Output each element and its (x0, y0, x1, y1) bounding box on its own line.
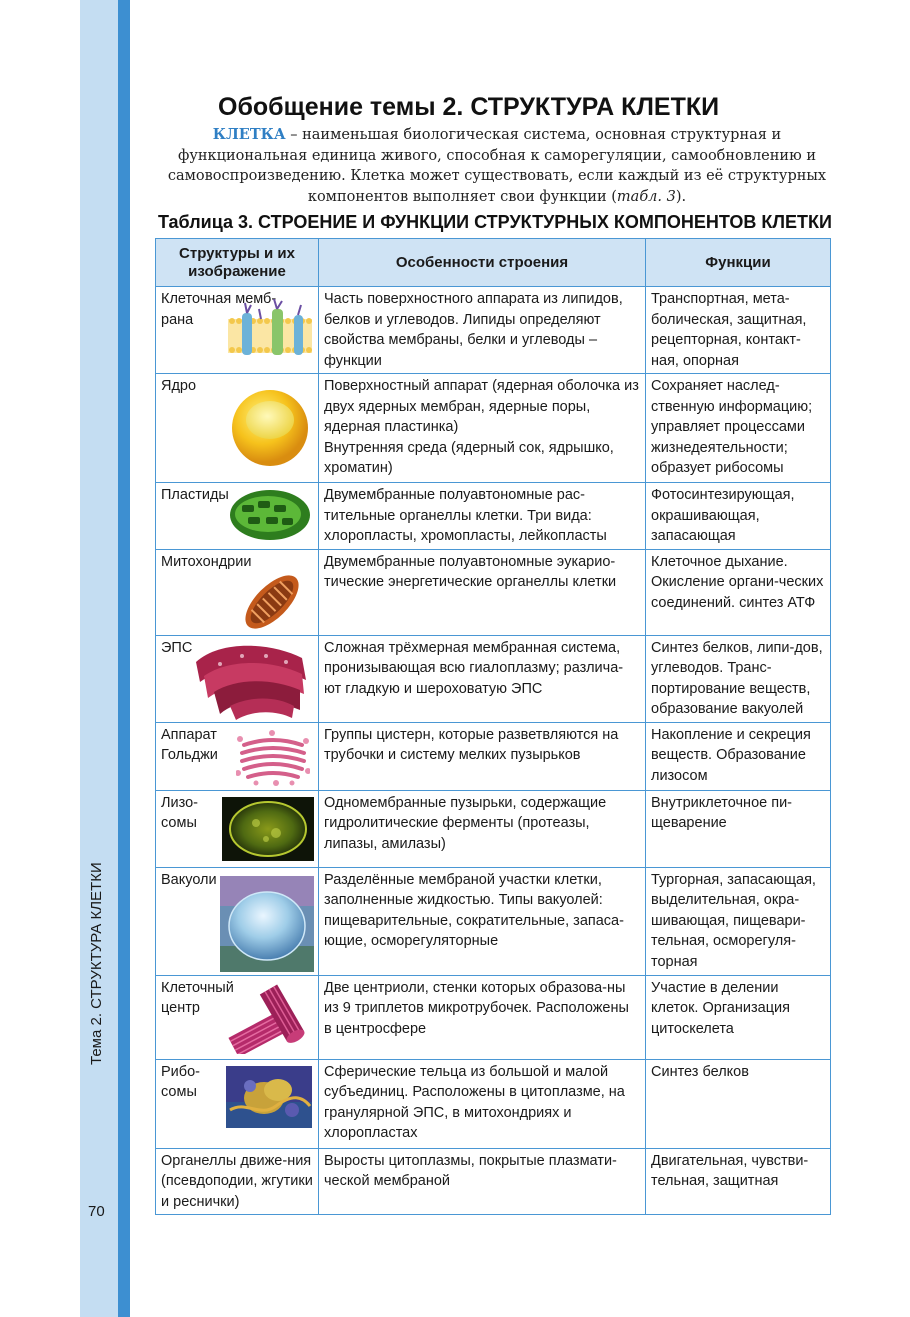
structure-name: ЭПС (161, 639, 193, 656)
intro-text-end: ). (675, 188, 687, 205)
chapter-side-label: Тема 2. СТРУКТУРА КЛЕТКИ (88, 862, 105, 1065)
functions-cell: Синтез белков, липи-дов, углеводов. Транс-портирование веществ, образование вакуолей (646, 635, 831, 722)
cell-structure-table (155, 238, 831, 1215)
table-row (156, 1148, 831, 1215)
functions-cell: Клеточное дыхание. Окисление органи-ческих соединений. синтез АТФ (646, 549, 831, 635)
structure-name: Рибо- сомы (161, 1063, 200, 1100)
structure-features-cell: Группы цистерн, которые разветвляются на трубочки и систему мелких пузырьков (319, 722, 646, 790)
table-row (156, 549, 831, 635)
structure-features-cell: Разделённые мембраной участки клетки, заполненные жидкостью. Типы вакуолей: пищеварительные, сократительные, запаса-ющие, осморегуляторные (319, 867, 646, 975)
lysosome-icon (222, 797, 314, 861)
table-row (156, 1059, 831, 1148)
structure-cell (156, 635, 319, 722)
table-row (156, 287, 831, 374)
er-icon (190, 640, 312, 720)
membrane-icon (228, 299, 312, 355)
ribosome-icon (226, 1066, 312, 1128)
centriole-icon (218, 984, 314, 1054)
header-functions: Функции (646, 239, 831, 287)
structure-features-cell: Двумембранные полуавтономные эукарио-тические энергетические органеллы клетки (319, 549, 646, 635)
structure-cell (156, 287, 319, 374)
structure-cell (156, 722, 319, 790)
structure-name: Пластиды (161, 487, 229, 503)
structure-features-cell: Сложная трёхмерная мембранная система, пронизывающая всю гиалоплазму; различа-ют гладкую и шероховатую ЭПС (319, 635, 646, 722)
structure-name: Лизо- сомы (161, 794, 198, 831)
structure-name: Аппарат Гольджи (161, 726, 218, 763)
structure-cell (156, 1148, 319, 1215)
table-row (156, 483, 831, 550)
structure-cell (156, 374, 319, 483)
structure-name: Органеллы движе-ния (псевдоподии, жгутики и реснички) (161, 1152, 313, 1210)
mitochondrion-icon (236, 574, 308, 630)
structure-name: Митохондрии (161, 553, 252, 570)
page-number: 70 (88, 1203, 105, 1220)
table-header-row (156, 239, 831, 287)
functions-cell: Участие в делении клеток. Организация цитоскелета (646, 975, 831, 1059)
structure-name: Клеточный центр (161, 979, 234, 1016)
structure-cell (156, 975, 319, 1059)
table-row (156, 867, 831, 975)
structure-name: Вакуоли (161, 871, 217, 888)
vacuole-icon (220, 876, 314, 972)
table-title: Таблица 3. СТРОЕНИЕ И ФУНКЦИИ СТРУКТУРНЫХ КОМПОНЕНТОВ КЛЕТКИ (158, 212, 832, 232)
intro-text: – наименьшая биологическая система, основная структурная и функциональная единица живого, способная к саморегуляции, самообновлению и самовоспроизведению. Клетка может существовать, если каждый из её структурных компонентов выполняет свои функции ( (167, 127, 827, 205)
structure-name: Ядро (161, 378, 197, 394)
functions-cell: Двигательная, чувстви-тельная, защитная (646, 1148, 831, 1215)
structure-features-cell: Одномембранные пузырьки, содержащие гидролитические ферменты (протеазы, липазы, амилазы) (319, 790, 646, 867)
table-row (156, 635, 831, 722)
table-row (156, 975, 831, 1059)
structure-cell (156, 867, 319, 975)
structure-cell (156, 1059, 319, 1148)
header-structure-features: Особенности строения (319, 239, 646, 287)
table-row (156, 790, 831, 867)
page-title: Обобщение темы 2. СТРУКТУРА КЛЕТКИ (218, 93, 720, 121)
functions-cell: Фотосинтезирующая, окрашивающая, запасающая (646, 483, 831, 550)
chloroplast-icon (228, 487, 312, 543)
functions-cell: Синтез белков (646, 1059, 831, 1148)
structure-features-cell: Выросты цитоплазмы, покрытые плазмати-ческой мембраной (319, 1148, 646, 1215)
intro-paragraph (152, 125, 842, 207)
functions-cell: Внутриклеточное пи-щеварение (646, 790, 831, 867)
structure-name: Клеточная мемб- рана (161, 291, 277, 328)
table-row (156, 374, 831, 483)
header-structures: Структуры и их изображение (156, 239, 319, 287)
golgi-icon (236, 729, 310, 787)
structure-features-cell: Две центриоли, стенки которых образова-ны из 9 триплетов микротрубочек. Расположены в центросфере (319, 975, 646, 1059)
structure-cell (156, 790, 319, 867)
table-row (156, 722, 831, 790)
functions-cell: Накопление и секреция веществ. Образование лизосом (646, 722, 831, 790)
intro-keyword: КЛЕТКА (212, 126, 286, 143)
table-reference: табл. 3 (616, 188, 676, 205)
nucleus-icon (230, 388, 310, 468)
structure-cell (156, 483, 319, 550)
structure-features-cell: Сферические тельца из большой и малой субъединиц. Расположены в цитоплазме, на гранулярной ЭПС, в митохондриях и хлоропластах (319, 1059, 646, 1148)
structure-cell (156, 549, 319, 635)
functions-cell: Тургорная, запасающая, выделительная, окра-шивающая, пищевари-тельная, осморегуля-торная (646, 867, 831, 975)
functions-cell: Транспортная, мета-болическая, защитная, рецепторная, контакт-ная, опорная (646, 287, 831, 374)
functions-cell: Сохраняет наслед-ственную информацию; управляет процессами жизнедеятельности; образует рибосомы (646, 374, 831, 483)
structure-features-cell: Поверхностный аппарат (ядерная оболочка из двух ядерных мембран, ядерные поры, ядерная пластинка) Внутренняя среда (ядерный сок, ядрышко, хроматин) (319, 374, 646, 483)
structure-features-cell: Часть поверхностного аппарата из липидов, белков и углеводов. Липиды определяют свойства мембраны, белки и углеводы – функции (319, 287, 646, 374)
structure-features-cell: Двумембранные полуавтономные рас-тительные органеллы клетки. Три вида: хлоропласты, хромопласты, лейкопласты (319, 483, 646, 550)
page-margin-accent (118, 0, 130, 1317)
